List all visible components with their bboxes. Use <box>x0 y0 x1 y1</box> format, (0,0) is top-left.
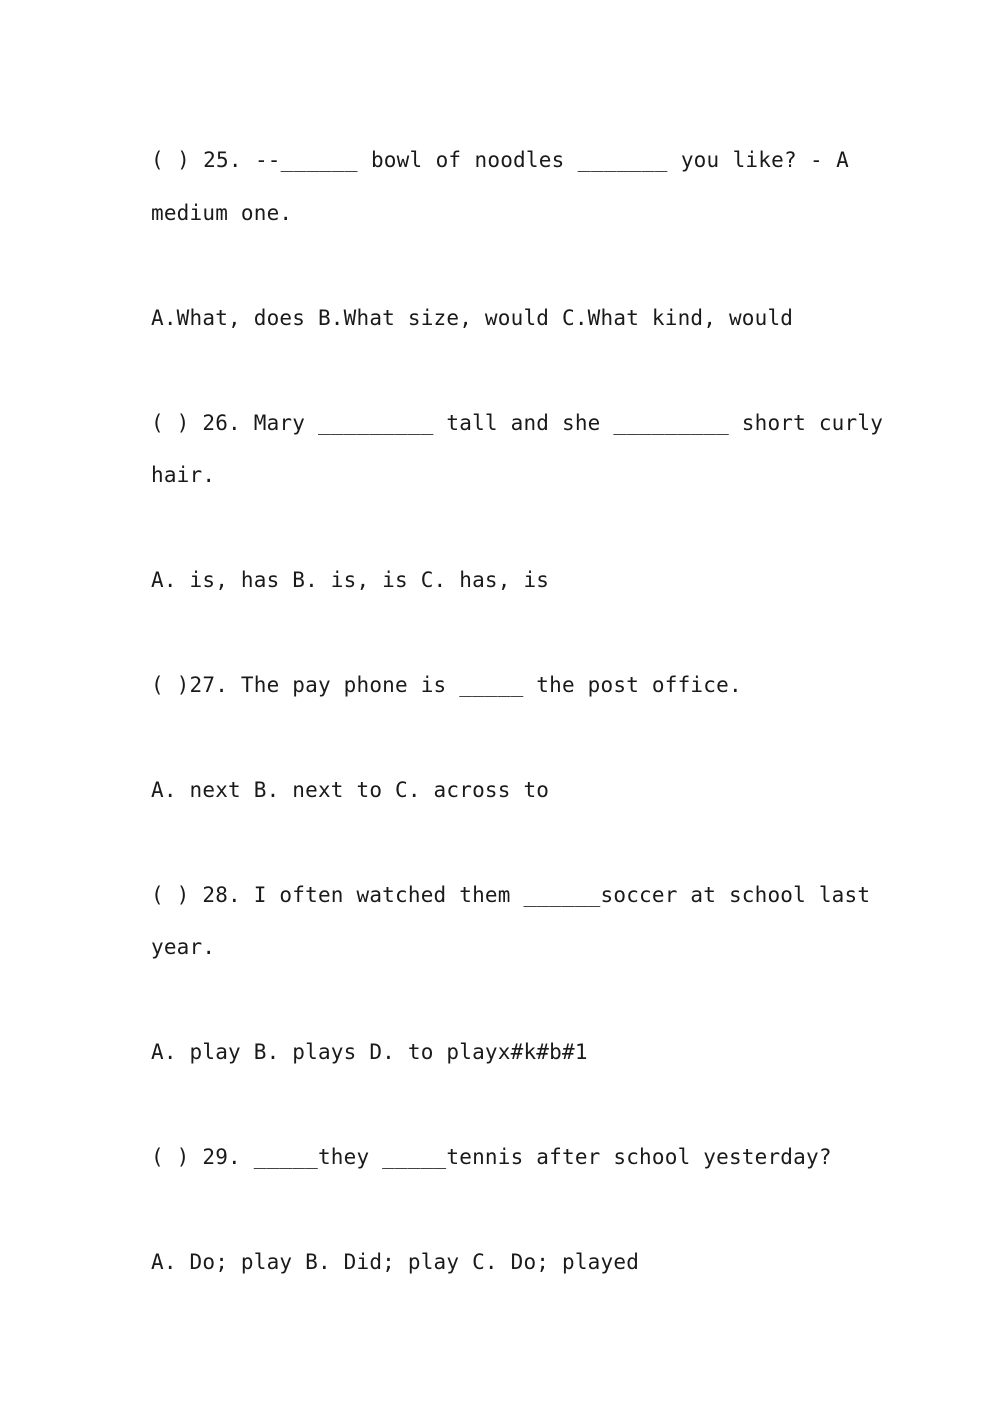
question-25-options: A.What, does B.What size, would C.What kind, would <box>151 306 794 330</box>
question-27-stem: ( )27. The pay phone is _____ the post office. <box>151 673 742 697</box>
question-27-options: A. next B. next to C. across to <box>151 778 550 802</box>
question-28-options: A. play B. plays D. to playx#k#b#1 <box>151 1040 588 1064</box>
question-26-stem-line-2: hair. <box>151 463 216 487</box>
question-25-stem-line-2: medium one. <box>151 201 293 225</box>
question-25-stem-line-1: ( ) 25. --______ bowl of noodles _______ you like? - A <box>151 148 849 172</box>
question-29-stem: ( ) 29. _____they _____tennis after school yesterday? <box>151 1145 832 1169</box>
question-28-stem-line-1: ( ) 28. I often watched them ______soccer at school last <box>151 883 871 907</box>
question-26-stem-line-1: ( ) 26. Mary _________ tall and she _________ short curly <box>151 411 884 435</box>
question-28-stem-line-2: year. <box>151 935 216 959</box>
question-26-options: A. is, has B. is, is C. has, is <box>151 568 550 592</box>
question-29-options: A. Do; play B. Did; play C. Do; played <box>151 1250 640 1274</box>
